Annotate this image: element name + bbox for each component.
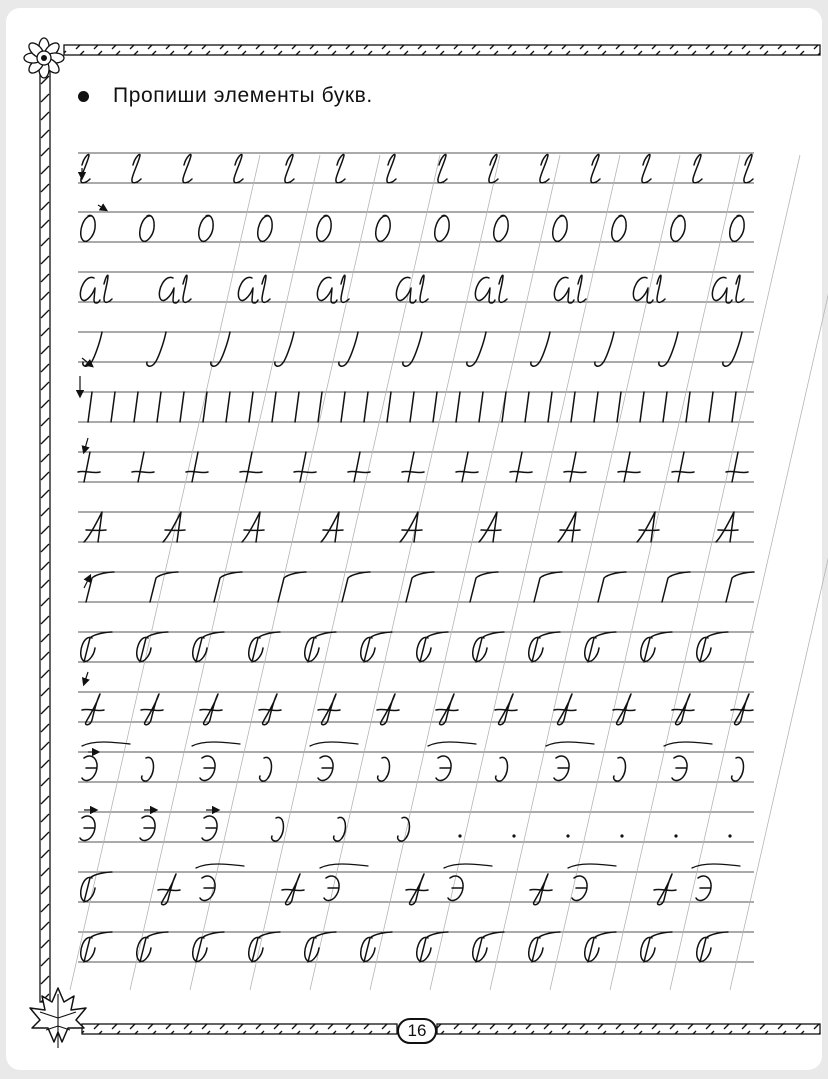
- letter-stroke: [387, 154, 396, 182]
- letter-stroke: [396, 275, 428, 303]
- letter-stroke: [78, 452, 100, 482]
- letter-stroke: [320, 864, 368, 868]
- letter-stroke: [159, 275, 191, 303]
- letter-stroke: [436, 756, 451, 781]
- practice-dot: [512, 834, 515, 837]
- letter-stroke: [82, 742, 130, 746]
- letter-stroke: [417, 632, 448, 662]
- letter-stroke: [400, 512, 422, 542]
- letter-stroke: [530, 874, 552, 905]
- letter-stroke: [712, 275, 744, 303]
- letter-stroke: [672, 452, 694, 482]
- letter-stroke: [659, 332, 678, 366]
- letter-stroke: [238, 275, 270, 303]
- letter-stroke: [200, 756, 215, 781]
- letter-stroke: [726, 572, 754, 602]
- letter-stroke: [594, 392, 598, 422]
- letter-stroke: [196, 864, 244, 868]
- letter-stroke: [199, 216, 213, 242]
- letter-stroke: [137, 632, 168, 662]
- letter-stroke: [510, 452, 532, 482]
- letter-stroke: [664, 742, 712, 746]
- letter-stroke: [259, 694, 281, 725]
- letter-stroke: [406, 572, 434, 602]
- letter-stroke: [697, 932, 728, 962]
- letter-stroke: [398, 817, 410, 841]
- letter-stroke: [475, 275, 507, 303]
- letter-stroke: [317, 275, 349, 303]
- letter-stroke: [157, 392, 161, 422]
- letter-stroke: [211, 332, 230, 366]
- letter-stroke: [81, 932, 112, 962]
- letter-stroke: [672, 694, 694, 725]
- letter-stroke: [731, 694, 753, 725]
- page-number: 16: [397, 1018, 437, 1044]
- letter-stroke: [147, 332, 166, 366]
- letter-stroke: [406, 874, 428, 905]
- letter-stroke: [377, 694, 399, 725]
- practice-dot: [458, 834, 461, 837]
- letter-stroke: [249, 392, 253, 422]
- letter-stroke: [640, 392, 644, 422]
- letter-stroke: [671, 216, 685, 242]
- letter-stroke: [305, 632, 336, 662]
- letter-stroke: [202, 816, 217, 841]
- letter-stroke: [496, 757, 508, 781]
- letter-stroke: [134, 392, 138, 422]
- letter-stroke: [435, 216, 449, 242]
- letter-stroke: [180, 392, 184, 422]
- letter-stroke: [479, 392, 483, 422]
- letter-stroke: [272, 817, 284, 841]
- letter-stroke: [444, 864, 492, 868]
- letter-stroke: [456, 452, 478, 482]
- letter-stroke: [82, 756, 97, 781]
- letter-stroke: [234, 154, 243, 182]
- letter-stroke: [342, 572, 370, 602]
- letter-stroke: [663, 392, 667, 422]
- letter-stroke: [558, 512, 580, 542]
- letter-stroke: [417, 932, 448, 962]
- letter-stroke: [554, 756, 569, 781]
- letter-stroke: [137, 932, 168, 962]
- letter-stroke: [193, 932, 224, 962]
- letter-stroke: [81, 216, 95, 242]
- letter-stroke: [554, 694, 576, 725]
- letter-stroke: [294, 452, 316, 482]
- letter-stroke: [341, 392, 345, 422]
- letter-stroke: [548, 392, 552, 422]
- bullet-icon: [78, 91, 89, 102]
- letter-stroke: [716, 512, 738, 542]
- letter-stroke: [732, 392, 736, 422]
- letter-stroke: [572, 876, 587, 901]
- daisy-flower-icon: [24, 38, 64, 78]
- letter-stroke: [618, 452, 640, 482]
- letter-stroke: [553, 216, 567, 242]
- page-border: [40, 45, 820, 1034]
- letter-stroke: [692, 864, 740, 868]
- letter-stroke: [310, 742, 358, 746]
- letter-stroke: [525, 392, 529, 422]
- letter-stroke: [318, 756, 333, 781]
- letter-stroke: [82, 694, 104, 725]
- letter-stroke: [158, 874, 180, 905]
- letter-stroke: [226, 392, 230, 422]
- letter-stroke: [428, 742, 476, 746]
- letter-stroke: [696, 876, 711, 901]
- letter-stroke: [470, 572, 498, 602]
- letter-stroke: [242, 512, 264, 542]
- letter-stroke: [723, 332, 742, 366]
- letter-stroke: [436, 694, 458, 725]
- letter-stroke: [141, 694, 163, 725]
- letter-stroke: [192, 742, 240, 746]
- letter-stroke: [540, 154, 549, 182]
- letter-stroke: [641, 632, 672, 662]
- letter-stroke: [654, 874, 676, 905]
- letter-stroke: [305, 932, 336, 962]
- letter-stroke: [295, 392, 299, 422]
- letter-stroke: [80, 275, 112, 303]
- letter-stroke: [272, 392, 276, 422]
- letter-stroke: [662, 572, 690, 602]
- letter-stroke: [672, 756, 687, 781]
- letter-stroke: [612, 216, 626, 242]
- letter-stroke: [318, 694, 340, 725]
- letter-stroke: [200, 694, 222, 725]
- letter-stroke: [275, 332, 294, 366]
- letter-stroke: [258, 216, 272, 242]
- letter-stroke: [339, 332, 358, 366]
- direction-arrow-icon: [98, 205, 106, 210]
- letter-stroke: [140, 216, 154, 242]
- letter-stroke: [81, 632, 112, 662]
- letter-stroke: [249, 632, 280, 662]
- letter-stroke: [529, 632, 560, 662]
- letter-stroke: [81, 872, 112, 902]
- letter-stroke: [554, 275, 586, 303]
- letter-stroke: [260, 757, 272, 781]
- letter-stroke: [494, 216, 508, 242]
- letter-stroke: [534, 572, 562, 602]
- letter-stroke: [163, 512, 185, 542]
- letter-stroke: [571, 392, 575, 422]
- letter-stroke: [448, 876, 463, 901]
- letter-stroke: [686, 392, 690, 422]
- maple-leaf-icon: [30, 988, 86, 1048]
- letter-stroke: [285, 154, 294, 182]
- letter-stroke: [598, 572, 626, 602]
- letter-stroke: [132, 452, 154, 482]
- letter-stroke: [336, 154, 345, 182]
- letter-stroke: [456, 392, 460, 422]
- letter-stroke: [317, 216, 331, 242]
- letter-stroke: [564, 452, 586, 482]
- letter-stroke: [361, 632, 392, 662]
- letter-stroke: [642, 154, 651, 182]
- letter-stroke: [641, 932, 672, 962]
- letter-stroke: [732, 757, 744, 781]
- letter-stroke: [140, 816, 155, 841]
- letter-stroke: [479, 512, 501, 542]
- letter-stroke: [585, 932, 616, 962]
- letter-stroke: [214, 572, 242, 602]
- letter-stroke: [546, 742, 594, 746]
- letter-stroke: [200, 876, 215, 901]
- letter-stroke: [111, 392, 115, 422]
- letter-stroke: [433, 392, 437, 422]
- letter-stroke: [614, 757, 626, 781]
- letter-stroke: [364, 392, 368, 422]
- letter-stroke: [321, 512, 343, 542]
- letter-stroke: [361, 932, 392, 962]
- letter-stroke: [591, 154, 600, 182]
- direction-arrow-icon: [84, 438, 88, 452]
- letter-stroke: [529, 932, 560, 962]
- letter-stroke: [84, 512, 106, 542]
- letter-stroke: [80, 816, 95, 841]
- letter-stroke: [730, 216, 744, 242]
- letter-stroke: [88, 392, 92, 422]
- letter-stroke: [183, 154, 192, 182]
- letter-stroke: [744, 154, 753, 182]
- practice-dot: [728, 834, 731, 837]
- letter-stroke: [282, 874, 304, 905]
- practice-dot: [620, 834, 623, 837]
- letter-stroke: [709, 392, 713, 422]
- letter-stroke: [132, 154, 141, 182]
- practice-dot: [566, 834, 569, 837]
- letter-stroke: [387, 392, 391, 422]
- letter-stroke: [278, 572, 306, 602]
- direction-arrow-icon: [84, 672, 88, 684]
- letter-stroke: [585, 632, 616, 662]
- letter-stroke: [473, 932, 504, 962]
- practice-dot: [674, 834, 677, 837]
- letter-stroke: [410, 392, 414, 422]
- instruction-text: [78, 84, 373, 108]
- instruction-label: Пропиши элементы букв.: [113, 84, 373, 107]
- letter-stroke: [378, 757, 390, 781]
- letter-stroke: [693, 154, 702, 182]
- letter-stroke: [142, 757, 154, 781]
- letter-stroke: [595, 332, 614, 366]
- letter-stroke: [531, 332, 550, 366]
- letter-stroke: [473, 632, 504, 662]
- letter-stroke: [376, 216, 390, 242]
- letter-stroke: [697, 632, 728, 662]
- letter-stroke: [403, 332, 422, 366]
- direction-arrow-icon: [84, 576, 90, 588]
- letter-stroke: [467, 332, 486, 366]
- letter-stroke: [495, 694, 517, 725]
- letter-stroke: [334, 817, 346, 841]
- letter-stroke: [249, 932, 280, 962]
- letter-stroke: [402, 452, 424, 482]
- letter-stroke: [240, 452, 262, 482]
- letter-stroke: [568, 864, 616, 868]
